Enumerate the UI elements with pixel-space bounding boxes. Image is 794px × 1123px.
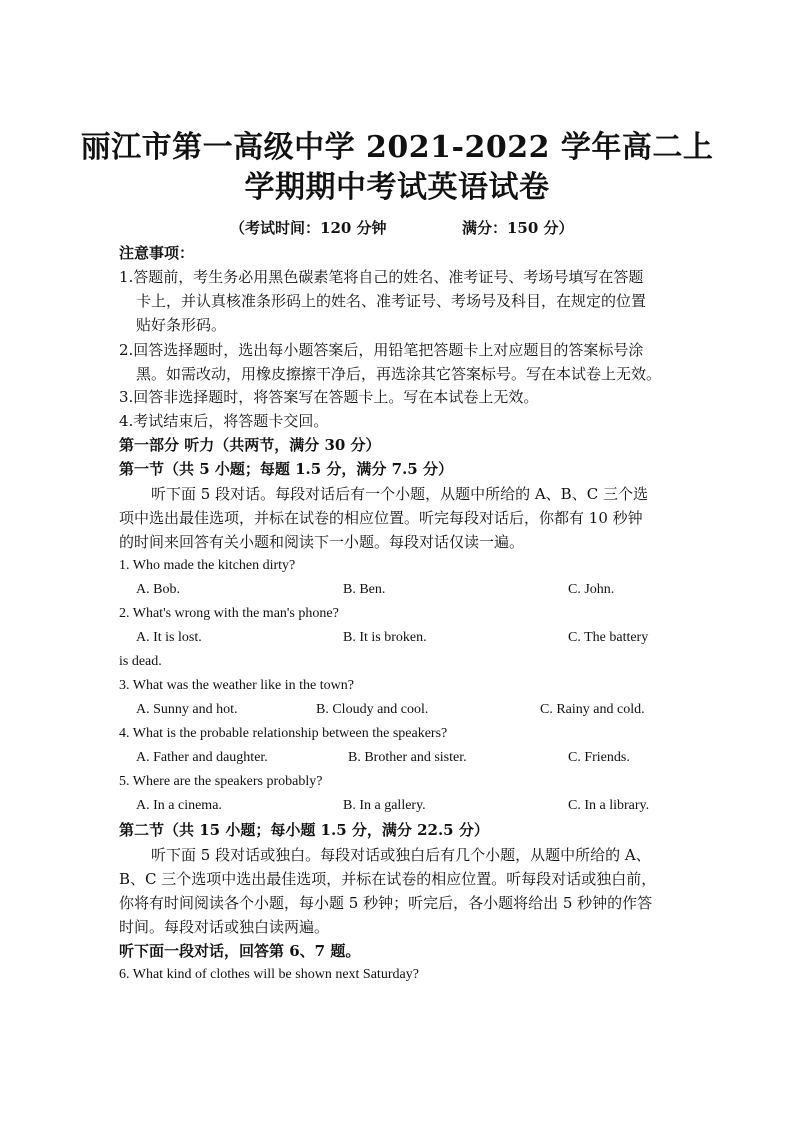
dialogue-heading: 听下面一段对话，回答第 6、7 题。 bbox=[119, 942, 361, 960]
question-text: 1. Who made the kitchen dirty? bbox=[119, 558, 296, 573]
option-c: C. The battery bbox=[568, 630, 649, 645]
option-c: C. Rainy and cold. bbox=[540, 702, 645, 717]
question-text: 4. What is the probable relationship between the speakers? bbox=[119, 726, 448, 741]
question-text: 2. What's wrong with the man's phone? bbox=[119, 606, 339, 621]
section2-instruction: B、C 三个选项中选出最佳选项，并标在试卷的相应位置。听每段对话或独白前， bbox=[119, 870, 657, 888]
section1-instruction: 的时间来回答有关小题和阅读下一小题。每段对话仅读一遍。 bbox=[119, 533, 525, 551]
section1-instruction: 听下面 5 段对话。每段对话后有一个小题，从题中所给的 A、B、C 三个选 bbox=[151, 485, 648, 503]
option-c: C. In a library. bbox=[568, 798, 650, 813]
note-line: 1.答题前，考生务必用黑色碳素笔将自己的姓名、准考证号、考场号填写在答题 bbox=[119, 268, 644, 286]
option-c-wrap: is dead. bbox=[119, 654, 162, 669]
section2-instruction: 你将有时间阅读各个小题，每小题 5 秒钟；听完后，各小题将给出 5 秒钟的作答 bbox=[119, 894, 653, 912]
note-line: 3.回答非选择题时，将答案写在答题卡上。写在本试卷上无效。 bbox=[119, 388, 539, 406]
note-line: 贴好条形码。 bbox=[136, 316, 227, 334]
option-a: A. Bob. bbox=[136, 582, 180, 597]
page-title-line1: 丽江市第一高级中学 2021-2022 学年高二上 bbox=[80, 130, 714, 165]
notes-heading: 注意事项： bbox=[119, 244, 195, 262]
part1-heading: 第一部分 听力（共两节，满分 30 分） bbox=[119, 436, 381, 454]
option-a: A. It is lost. bbox=[136, 630, 202, 645]
section2-instruction: 听下面 5 段对话或独白。每段对话或独白后有几个小题，从题中所给的 A、 bbox=[151, 846, 651, 864]
section2-heading: 第二节（共 15 小题；每小题 1.5 分，满分 22.5 分） bbox=[119, 821, 489, 839]
note-line: 4.考试结束后，将答题卡交回。 bbox=[119, 412, 329, 430]
option-b: B. In a gallery. bbox=[343, 798, 426, 813]
option-a: A. Sunny and hot. bbox=[136, 702, 238, 717]
section2-instruction: 时间。每段对话或独白读两遍。 bbox=[119, 918, 330, 936]
question-text: 3. What was the weather like in the town? bbox=[119, 678, 354, 693]
page-title-line2: 学期期中考试英语试卷 bbox=[244, 170, 550, 205]
option-b: B. Cloudy and cool. bbox=[316, 702, 429, 717]
option-b: B. Ben. bbox=[343, 582, 386, 597]
option-b: B. It is broken. bbox=[343, 630, 427, 645]
option-c: C. John. bbox=[568, 582, 615, 597]
option-a: A. In a cinema. bbox=[136, 798, 222, 813]
option-c: C. Friends. bbox=[568, 750, 630, 765]
exam-time: （考试时间：120 分钟 bbox=[230, 219, 387, 237]
section1-instruction: 项中选出最佳选项，并标在试卷的相应位置。听完每段对话后，你都有 10 秒钟 bbox=[119, 509, 643, 527]
question-text: 6. What kind of clothes will be shown next Saturday? bbox=[119, 967, 419, 982]
section1-heading: 第一节（共 5 小题；每题 1.5 分，满分 7.5 分） bbox=[119, 460, 453, 478]
note-line: 2.回答选择题时，选出每小题答案后，用铅笔把答题卡上对应题目的答案标号涂 bbox=[119, 341, 644, 359]
note-line: 卡上，并认真核准条形码上的姓名、准考证号、考场号及科目，在规定的位置 bbox=[136, 292, 647, 310]
exam-score: 满分：150 分） bbox=[462, 219, 574, 237]
option-b: B. Brother and sister. bbox=[348, 750, 467, 765]
option-a: A. Father and daughter. bbox=[136, 750, 268, 765]
note-line: 黑。如需改动，用橡皮擦擦干净后，再选涂其它答案标号。写在本试卷上无效。 bbox=[136, 365, 662, 383]
question-text: 5. Where are the speakers probably? bbox=[119, 774, 323, 789]
